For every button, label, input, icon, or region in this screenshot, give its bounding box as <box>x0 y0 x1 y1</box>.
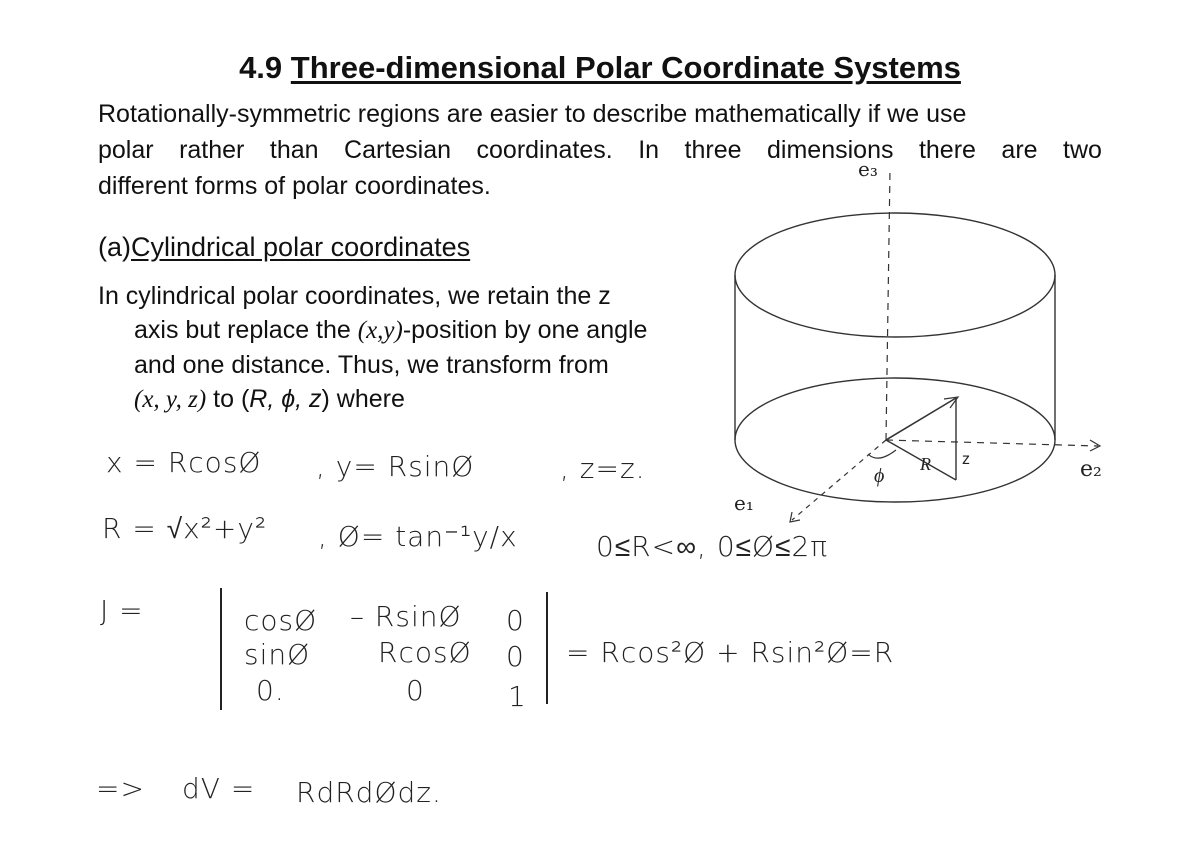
determinant-right-bar <box>546 592 548 704</box>
math-xy: (x,y) <box>357 317 403 344</box>
intro-word: coordinates. <box>476 136 613 164</box>
section-title: Three-dimensional Polar Coordinate Systems <box>290 50 961 85</box>
axis-e3-line <box>886 170 890 440</box>
cylinder-diagram <box>700 150 1140 550</box>
eq-z: , z=z. <box>560 452 646 485</box>
cylindrical-paragraph <box>98 279 647 417</box>
para-line-4: (x, y, z) to (R, ϕ, z) where <box>134 385 405 413</box>
axis-e1-arrowhead <box>790 512 800 522</box>
matrix-cell: 1 <box>508 680 527 713</box>
axis-e2-line <box>886 440 1098 446</box>
intro-word: there <box>918 136 976 164</box>
intro-word: In <box>638 136 660 164</box>
para-line-2: axis but replace the (x,y)-position by one angle <box>134 316 648 344</box>
para-line-1: In cylindrical polar coordinates, we retain the z <box>98 282 611 310</box>
intro-word: are <box>1001 136 1038 164</box>
matrix-cell: – RsinØ <box>350 600 462 633</box>
eq-phi: , Ø= tan⁻¹y/x <box>318 520 518 553</box>
radius-vector <box>886 398 956 440</box>
matrix-cell: 0 <box>406 674 425 707</box>
section-number: 4.9 <box>239 50 283 85</box>
math-rphiz: R, ϕ, z <box>249 385 322 413</box>
cylinder-bottom-ellipse <box>735 378 1055 502</box>
determinant-left-bar <box>220 588 222 710</box>
volume-element-label: dV = <box>182 772 256 805</box>
label-R: R <box>920 454 931 474</box>
eq-y: , y= RsinØ <box>316 450 475 483</box>
intro-line-3: different forms of polar coordinates. <box>98 172 491 200</box>
matrix-cell: 0 <box>506 640 525 673</box>
subsection-prefix: (a) <box>98 232 131 262</box>
intro-word: rather <box>179 136 245 164</box>
label-e3: e₃ <box>858 157 878 181</box>
intro-word: two <box>1063 136 1102 164</box>
intro-word: three <box>684 136 742 164</box>
label-phi: ϕ <box>874 465 885 487</box>
eq-R: R = √x²+y² <box>102 512 268 545</box>
label-e1: e₁ <box>734 491 754 515</box>
jacobian-label: J = <box>100 594 144 627</box>
intro-word: dimensions <box>767 136 894 164</box>
eq-range: 0≤R<∞, 0≤Ø≤2π <box>596 530 829 563</box>
matrix-cell: RcosØ <box>378 636 472 669</box>
subsection-heading <box>98 232 470 263</box>
intro-word: than <box>269 136 319 164</box>
matrix-cell: cosØ <box>244 604 318 637</box>
label-e2: e₂ <box>1080 457 1102 482</box>
matrix-cell: sinØ <box>244 638 311 671</box>
phi-arc <box>868 450 896 458</box>
jacobian-result: = Rcos²Ø + Rsin²Ø=R <box>566 636 895 669</box>
intro-word: Cartesian <box>344 136 452 164</box>
subsection-title: Cylindrical polar coordinates <box>131 232 471 262</box>
matrix-cell: 0 <box>506 604 525 637</box>
intro-line-1: Rotationally-symmetric regions are easier to describe mathematically if we use <box>98 100 967 128</box>
page-title <box>0 50 1200 86</box>
eq-x: x = RcosØ <box>106 446 262 479</box>
implies-arrow: => <box>96 772 145 805</box>
matrix-cell: 0. <box>256 674 285 707</box>
label-z: z <box>962 451 970 468</box>
volume-element-value: RdRdØdz. <box>296 776 442 809</box>
axis-e1-line <box>792 440 886 520</box>
intro-word: polar <box>98 136 154 164</box>
cylinder-top-ellipse <box>735 213 1055 337</box>
math-xyz: (x, y, z) <box>134 386 207 413</box>
para-line-3: and one distance. Thus, we transform from <box>134 351 609 379</box>
